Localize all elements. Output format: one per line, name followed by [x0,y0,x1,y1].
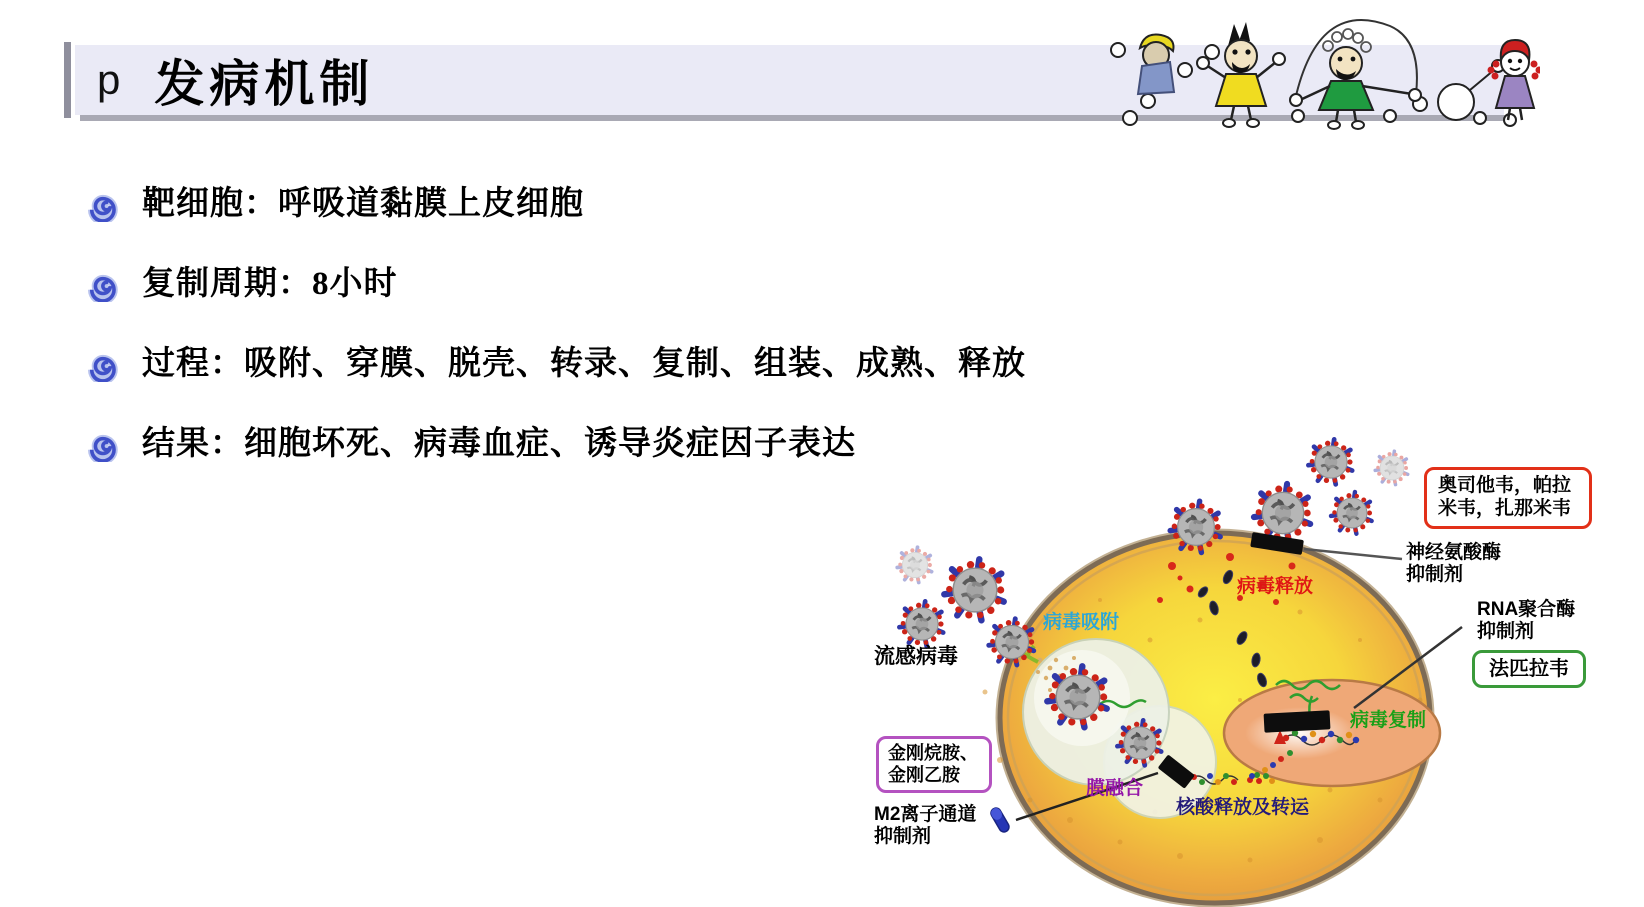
spiral-bullet-icon [88,428,122,462]
kid-yellow-dress-icon [1197,22,1285,127]
bullet-text: 复制周期：8小时 [142,266,398,302]
page-title: 发病机制 [154,56,375,112]
nucleic-acid-transport-label: 核酸释放及转运 [1176,797,1310,818]
virus-adsorption-label: 病毒吸附 [1043,612,1120,633]
spiral-bullet-icon [88,188,122,222]
kid-purple-dress-icon [1488,40,1541,120]
membrane-fusion-label: 膜融合 [1086,778,1144,799]
m2-channel-inhibitor-label: M2离子通道抑制剂 [874,804,977,848]
title-accent-bar [64,42,71,118]
neuraminidase-inhibitor-label: 神经氨酸酶抑制剂 [1406,542,1502,586]
adamantane-drugs-box: 金刚烷胺、金刚乙胺 [876,736,992,793]
kid-jump-rope-icon [1290,20,1421,129]
virus-replication-label: 病毒复制 [1350,710,1427,731]
list-item [88,264,1188,308]
bullet-text: 靶细胞：呼吸道黏膜上皮细胞 [142,186,584,222]
spiral-bullet-icon [88,348,122,382]
drug-capsule-icon [989,806,1011,834]
virus-release-label: 病毒释放 [1237,576,1314,597]
bullet-text: 结果：细胞坏死、病毒血症、诱导炎症因子表达 [142,426,856,462]
spiral-bullet-icon [88,268,122,302]
na-inhibitor-drugs-box: 奥司他韦，帕拉米韦，扎那米韦 [1424,467,1592,529]
rna-polymerase-inhibitor-label: RNA聚合酶抑制剂 [1477,599,1576,643]
bullet-text: 过程：吸附、穿膜、脱壳、转录、复制、组装、成熟、释放 [142,346,1026,382]
flu-virus-label: 流感病毒 [874,645,958,668]
kid-blue-shirt-icon [1138,35,1174,94]
title-bullet-char: p [97,56,121,103]
list-item [88,184,1188,228]
list-item [88,344,1188,388]
favipiravir-box: 法匹拉韦 [1472,650,1586,688]
children-playing-clipart [1090,8,1540,130]
